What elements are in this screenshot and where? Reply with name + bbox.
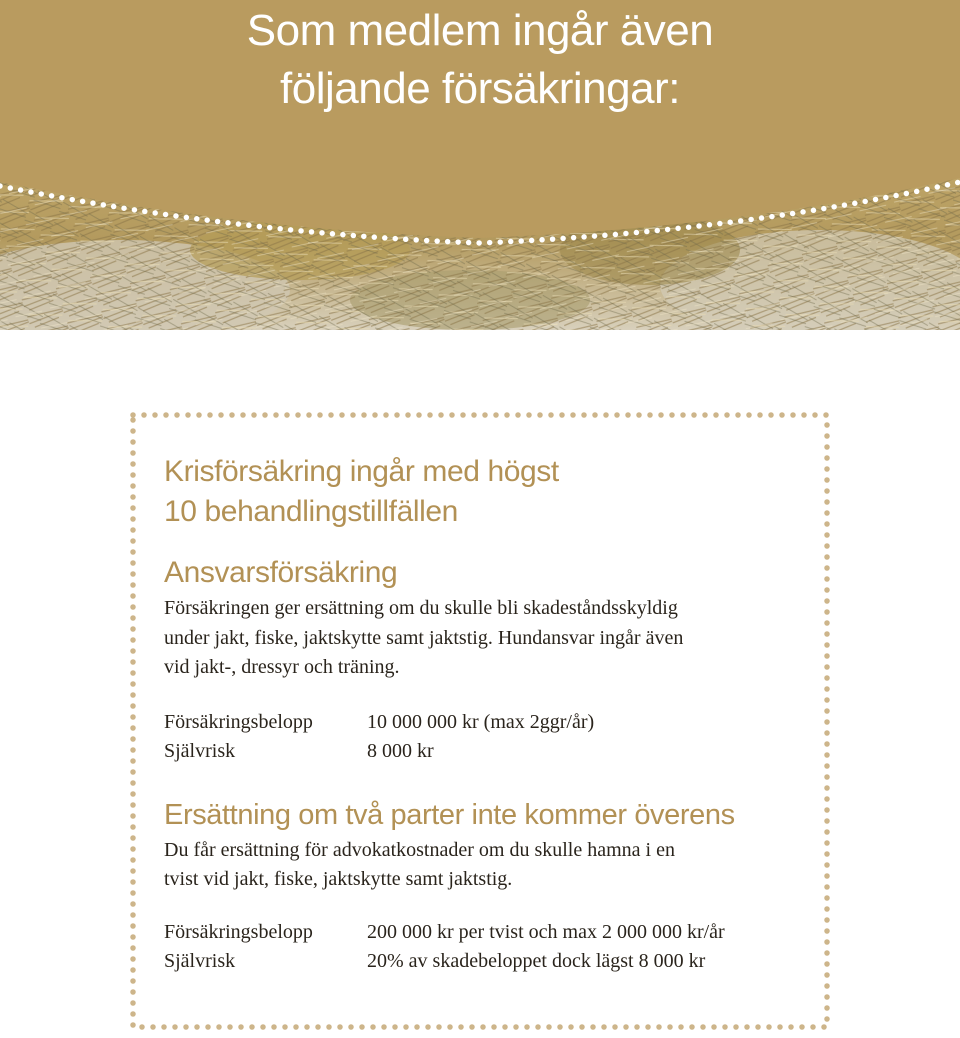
liability-terms (164, 708, 814, 766)
header-banner (0, 0, 960, 330)
liability-text-line-2: under jakt, fiske, jaktskytte samt jaktstig. Hundansvar ingår även (164, 626, 684, 649)
crisis-insurance-heading (164, 452, 814, 532)
liability-description (164, 594, 814, 683)
terms-value: 20% av skadebeloppet dock lägst 8 000 kr (367, 949, 706, 972)
liability-text-line-3: vid jakt-, dressyr och träning. (164, 656, 400, 678)
terms-label: Försäkringsbelopp (164, 710, 313, 733)
terms-label: Självrisk (164, 739, 236, 762)
dispute-text-line-2: tvist vid jakt, fiske, jaktskytte samt jaktstig. (164, 868, 513, 890)
crisis-line-2: 10 behandlingstillfällen (164, 495, 458, 528)
liability-heading: Ansvarsförsäkring (164, 556, 398, 589)
terms-label: Försäkringsbelopp (164, 920, 313, 943)
terms-value: 10 000 000 kr (max 2ggr/år) (367, 710, 595, 733)
box-content (164, 452, 814, 976)
liability-text-line-1: Försäkringen ger ersättning om du skulle bli skadeståndsskyldig (164, 597, 678, 619)
dispute-heading: Ersättning om två parter inte kommer överens (164, 798, 735, 831)
insurance-info-box (130, 412, 830, 1030)
terms-row (164, 918, 814, 947)
title-line-2: följande försäkringar: (280, 64, 680, 113)
terms-row (164, 708, 814, 737)
terms-row (164, 737, 814, 766)
page-title (0, 2, 960, 118)
terms-value: 200 000 kr per tvist och max 2 000 000 kr/år (367, 920, 725, 943)
dispute-description (164, 836, 814, 895)
terms-value: 8 000 kr (367, 739, 434, 762)
crisis-line-1: Krisförsäkring ingår med högst (164, 455, 559, 488)
terms-label: Självrisk (164, 949, 236, 972)
dispute-terms (164, 918, 814, 976)
title-line-1: Som medlem ingår även (246, 6, 714, 55)
terms-row (164, 947, 814, 976)
dispute-text-line-1: Du får ersättning för advokatkostnader om du skulle hamna i en (164, 838, 675, 861)
